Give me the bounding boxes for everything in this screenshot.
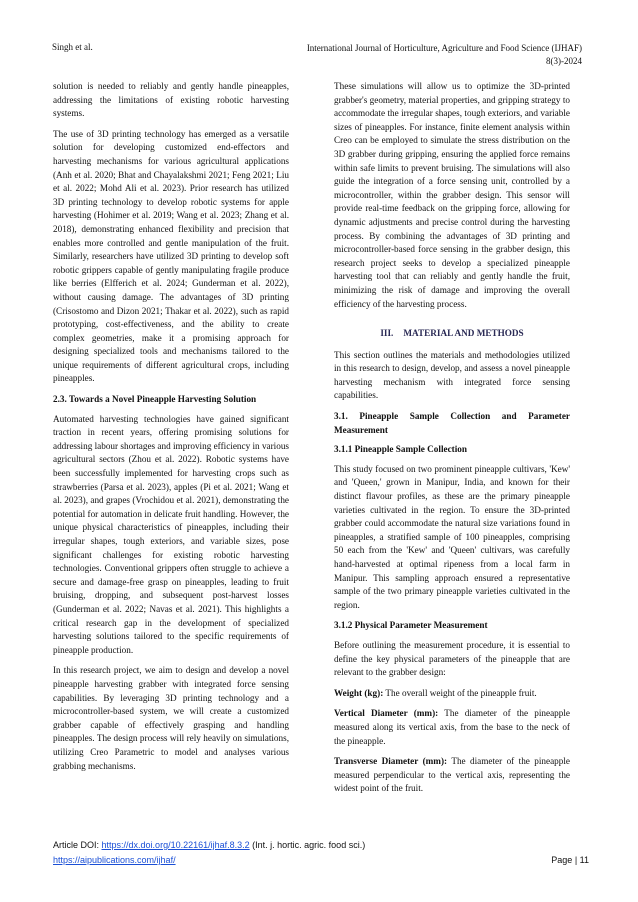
running-header-authors: Singh et al. [52, 42, 93, 52]
definition-text: The overall weight of the pineapple fruit. [385, 687, 537, 698]
doi-suffix: (Int. j. hortic. agric. food sci.) [252, 840, 366, 850]
definition-term: Vertical Diameter (mm): [334, 708, 439, 719]
section-heading-3 [334, 327, 570, 341]
definition-vertical-diameter [334, 707, 570, 748]
page-footer [53, 838, 589, 868]
paragraph: This study focused on two prominent pineapple cultivars, 'Kew' and 'Queen,' grown in Manipur, India, and known for their distinct flavour profiles, as these are the primary pineapple varieties cultivated in the region. To ensure the 3D-printed grabber could accommodate the natural size variations found in pineapples, a stratified sample of 100 pineapples, comprising 50 each from the 'Kew' and 'Queen' cultivars, was carefully hand-harvested at optimal ripeness from a local farm in Manipur. This sampling approach ensured a representative sample of the two primary pineapple varieties cultivated in the region. [334, 463, 570, 610]
section-number: III. [380, 328, 394, 339]
doi-label: Article DOI: [53, 840, 100, 850]
paragraph: solution is needed to reliably and gently handle pineapples, addressing the limitations of existing robotic harvesting systems. [53, 81, 289, 119]
paragraph: This section outlines the materials and methodologies utilized in this research to design, develop, and assess a novel pineapple harvesting mechanism with integrated force sensing capabilities. [334, 349, 570, 401]
page-number: Page | 11 [551, 855, 589, 865]
subsection-heading-2-3: 2.3. Towards a Novel Pineapple Harvesting Solution [53, 394, 257, 405]
footer-doi-line [53, 838, 589, 853]
definition-text: The diameter of the pineapple measured along its vertical axis, from the base to the neck of the pineapple. [334, 708, 570, 746]
subsection-heading-3-1-2: 3.1.2 Physical Parameter Measurement [334, 620, 488, 631]
journal-link[interactable]: https://aipublications.com/ijhaf/ [53, 855, 176, 865]
section-title: MATERIAL AND METHODS [403, 328, 524, 339]
definition-weight [334, 687, 570, 701]
paragraph: The use of 3D printing technology has emerged as a versatile solution for developing customized end-effectors and harvesting mechanisms for various agricultural applications (Anh et al. 2020; Bhat and Chayalakshmi 2021; Feng 2021; Liu et al. 2022; Mohd Ali et al. 2023). Prior research has utilized 3D printing technology to develop robotic systems for apple harvesting (Hohimer et al. 2019; Wang et al. 2023; Zhang et al. 2018), demonstrating enhanced flexibility and precision that enables more controlled and gentle manipulation of the fruit. Similarly, researchers have utilized 3D printing to develop soft robotic grippers capable of gently manipulating fragile produce like berries (Elfferich et al. 2024; Gunderman et al. 2022), without causing damage. The advantages of 3D printing (Crisostomo and Dizon 2021; Thakar et al. 2022), such as rapid prototyping, cost-effectiveness, and the ability to create complex geometries, make it a promising approach for designing specialized tools and mechanisms tailored to the unique requirements of different agricultural crops, including pineapples. [53, 128, 289, 384]
journal-title: International Journal of Horticulture, Agriculture and Food Science (IJHAF) [306, 43, 582, 53]
definition-term: Transverse Diameter (mm): [334, 756, 448, 767]
doi-link[interactable]: https://dx.doi.org/10.22161/ijhaf.8.3.2 [101, 840, 250, 850]
left-column [53, 80, 289, 780]
footer-journal-line [53, 853, 589, 868]
subsection-heading-3-1-1: 3.1.1 Pineapple Sample Collection [334, 444, 467, 455]
right-column [334, 80, 570, 803]
definition-text: The diameter of the pineapple measured perpendicular to the vertical axis, representing the widest point of the fruit. [334, 756, 570, 794]
paragraph: These simulations will allow us to optimize the 3D-printed grabber's geometry, material properties, and gripping strategy to accommodate the irregular shapes, tough exteriors, and variable sizes of pineapples. For instance, finite element analysis within Creo can be employed to simulate the stress distribution on the 3D grabber during gripping, ensuring the applied force remains within safe limits to prevent bruising. The simulations will also guide the integration of a force sensing unit, controlled by a microcontroller, within the grabber design. This sensor will provide real-time feedback on the gripping force, allowing for dynamic adjustments and precise control during the harvesting process. By combining the advantages of 3D printing and microcontroller-based force sensing in the grabber design, this research project seeks to develop a specialized pineapple harvesting tool that can reliably and gently handle the fruit, minimizing the risk of damage and improving the overall efficiency of the harvesting process. [334, 81, 570, 309]
journal-issue: 8(3)-2024 [546, 56, 582, 66]
paragraph: Before outlining the measurement procedure, it is essential to define the key physical parameters of the pineapple that are relevant to the grabber design: [334, 639, 570, 678]
definition-term: Weight (kg): [334, 687, 384, 698]
subsection-heading-3-1: 3.1. Pineapple Sample Collection and Parameter Measurement [334, 411, 570, 435]
paragraph: Automated harvesting technologies have gained significant traction in recent years, offering promising solutions for addressing labour shortages and improving efficiency in various agricultural sectors (Zhou et al. 2022). Robotic systems have been successfully implemented for harvesting crops such as strawberries (Parsa et al. 2023), apples (Pi et al. 2021; Wang et al. 2023), and grapes (Vrochidou et al. 2021), demonstrating the potential for automation in delicate fruit handling. However, the unique physical characteristics of pineapples, including their irregular shapes, tough exteriors, and variable sizes, pose significant challenges for existing robotic harvesting technologies. Conventional grippers often struggle to achieve a secure and damage-free grasp on pineapples, leading to fruit bruising, dropping, and subsequent post-harvest losses (Gunderman et al. 2022; Navas et al. 2021). This highlights a critical research gap in the development of specialized harvesting solutions tailored to the specific requirements of pineapple production. [53, 413, 289, 655]
paragraph: In this research project, we aim to design and develop a novel pineapple harvesting grabber with integrated force sensing capabilities. By leveraging 3D printing technology and a microcontroller-based system, we will create a customized grabber capable of effectively grasping and handling pineapples. The design process will rely heavily on simulations, utilizing Creo Parametric to model and analyses various grabbing mechanisms. [53, 665, 289, 771]
running-header-journal [252, 42, 582, 68]
definition-transverse-diameter [334, 755, 570, 796]
